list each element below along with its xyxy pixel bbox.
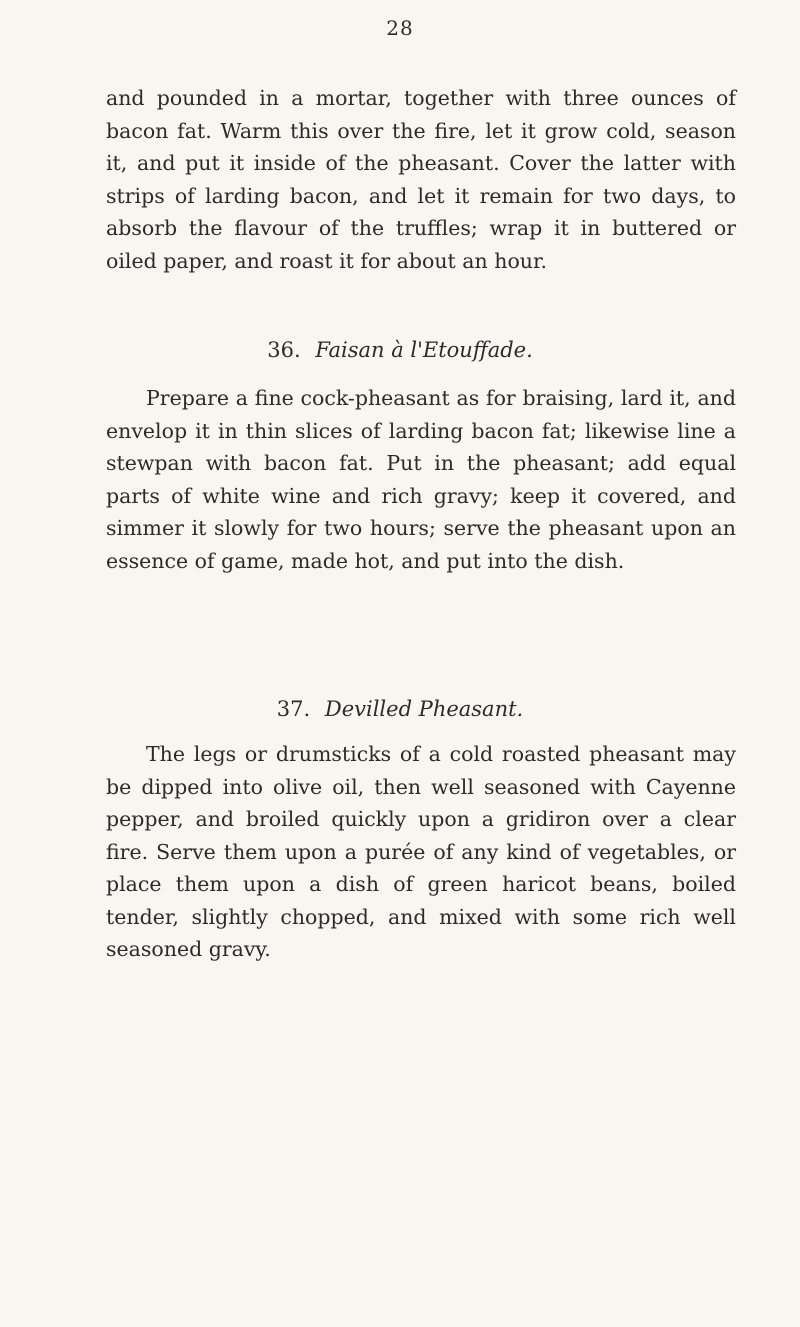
recipe-36-title: Faisan à l'Etouffade. (315, 338, 533, 362)
continuation-paragraph: and pounded in a mortar, together with three ounces of bacon fat. Warm this over the fire, let it grow cold, season it, and put it inside of the pheasant. Cover the latter with strips of larding bacon, and let it remain for two days, to absorb the flavour of the truffles; wrap it in buttered or oiled paper, and roast it for about an hour. (106, 86, 736, 273)
recipe-37-title: Devilled Pheasant. (324, 697, 524, 721)
recipe-37-heading (0, 695, 800, 723)
page-number: 28 (386, 16, 414, 40)
recipe-37-number: 37. (276, 697, 311, 721)
recipe-36-number: 36. (267, 338, 301, 362)
recipe-36-heading (0, 336, 800, 364)
recipe-36-body: Prepare a fine cock-pheasant as for braising, lard it, and envelop it in thin slices of larding bacon fat; likewise line a stewpan with bacon fat. Put in the pheasant; add equal parts of white wine and rich gravy; keep it covered, and simmer it slowly for two hours; serve the pheasant upon an essence of game, made hot, and put into the dish. (106, 386, 736, 573)
recipe-37-body: The legs or drumsticks of a cold roasted pheasant may be dipped into olive oil, then well seasoned with Cayenne pepper, and broiled quickly upon a gridiron over a clear fire. Serve them upon a purée of any kind of vegetables, or place them upon a dish of green haricot beans, boiled tender, slightly chopped, and mixed with some rich well seasoned gravy. (106, 742, 736, 961)
